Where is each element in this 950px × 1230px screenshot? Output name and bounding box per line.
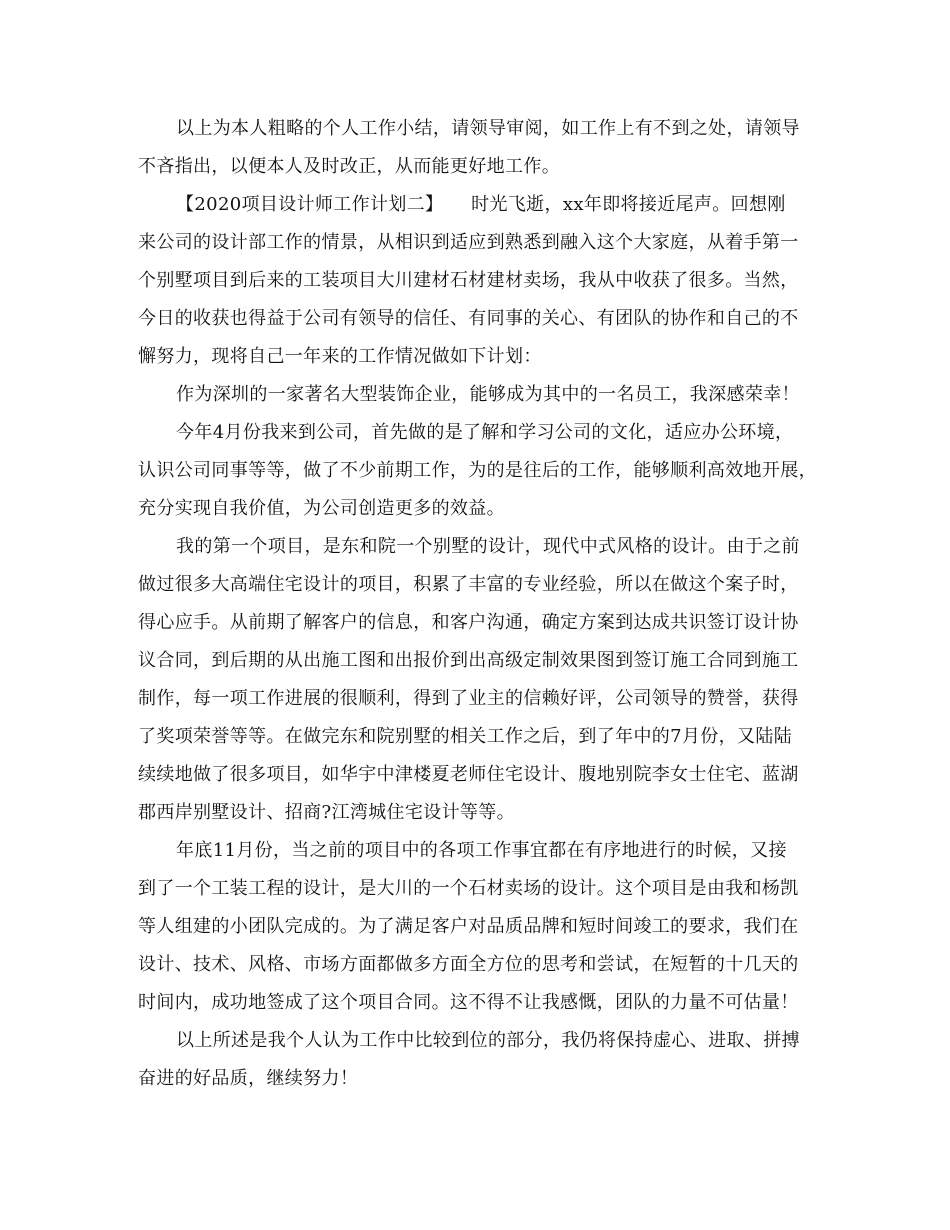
paragraph-7-line-1: 以上所述是我个人认为工作中比较到位的部分，我仍将保持虚心、进取、拼搏 — [176, 1030, 800, 1051]
paragraph-6-line-4: 设计、技术、风格、市场方面都做多方面全方位的思考和尝试，在短暂的十几天的 — [138, 954, 799, 975]
paragraph-1-line-1: 以上为本人粗略的个人工作小结，请领导审阅，如工作上有不到之处，请领导 — [176, 118, 800, 139]
paragraph-4-line-1: 今年4月份我来到公司，首先做的是了解和学习公司的文化，适应办公环境， — [176, 422, 794, 443]
section-heading-line: 【2020项目设计师工作计划二】 时光飞逝，xx年即将接近尾声。回想刚 — [176, 194, 786, 215]
paragraph-5-line-5: 制作，每一项工作进展的很顺利，得到了业主的信赖好评，公司领导的赞誉，获得 — [138, 688, 799, 709]
paragraph-5-line-3: 得心应手。从前期了解客户的信息，和客户沟通，确定方案到达成共识签订设计协 — [138, 612, 799, 633]
paragraph-5-line-8: 郡西岸别墅设计、招商?江湾城住宅设计等等。 — [138, 802, 515, 823]
paragraph-3-line-1: 作为深圳的一家著名大型装饰企业，能够成为其中的一名员工，我深感荣幸！ — [176, 384, 800, 405]
paragraph-5-line-4: 议合同，到后期的从出施工图和出报价到出高级定制效果图到签订施工合同到施工 — [138, 650, 799, 671]
paragraph-5-line-1: 我的第一个项目，是东和院一个别墅的设计，现代中式风格的设计。由于之前 — [176, 536, 800, 557]
paragraph-4-line-2: 认识公司同事等等，做了不少前期工作，为的是往后的工作，能够顺利高效地开展， — [138, 460, 817, 481]
paragraph-2-line-5: 懈努力，现将自己一年来的工作情况做如下计划： — [138, 346, 542, 367]
paragraph-1-line-2: 不吝指出，以便本人及时改正，从而能更好地工作。 — [138, 156, 561, 177]
paragraph-4-line-3: 充分实现自我价值，为公司创造更多的效益。 — [138, 498, 505, 519]
paragraph-5-line-6: 了奖项荣誉等等。在做完东和院别墅的相关工作之后，到了年中的7月份，又陆陆 — [138, 726, 793, 747]
paragraph-6-line-2: 到了一个工装工程的设计，是大川的一个石材卖场的设计。这个项目是由我和杨凯 — [138, 878, 799, 899]
paragraph-2-line-4: 今日的收获也得益于公司有领导的信任、有同事的关心、有团队的协作和自己的不 — [138, 308, 799, 329]
paragraph-5-line-7: 续续地做了很多项目，如华宇中津楼夏老师住宅设计、腹地别院李女士住宅、蓝湖 — [138, 764, 799, 785]
paragraph-6-line-1: 年底11月份，当之前的项目中的各项工作事宜都在有序地进行的时候，又接 — [176, 840, 787, 861]
paragraph-6-line-5: 时间内，成功地签成了这个项目合同。这不得不让我感慨，团队的力量不可估量！ — [138, 992, 799, 1013]
paragraph-2-line-2: 来公司的设计部工作的情景，从相识到适应到熟悉到融入这个大家庭，从着手第一 — [138, 232, 799, 253]
paragraph-2-line-3: 个别墅项目到后来的工装项目大川建材石材建材卖场，我从中收获了很多。当然， — [138, 270, 799, 291]
paragraph-5-line-2: 做过很多大高端住宅设计的项目，积累了丰富的专业经验，所以在做这个案子时， — [138, 574, 799, 595]
paragraph-7-line-2: 奋进的好品质，继续努力！ — [138, 1068, 359, 1089]
paragraph-6-line-3: 等人组建的小团队完成的。为了满足客户对品质品牌和短时间竣工的要求，我们在 — [138, 916, 799, 937]
